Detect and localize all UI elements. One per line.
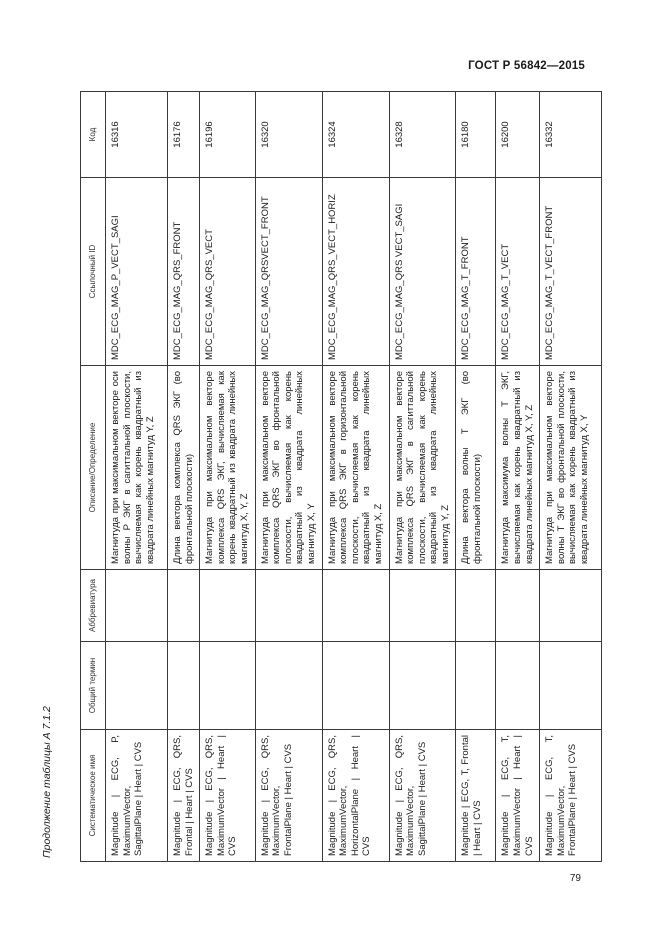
common-term-cell: [389, 642, 456, 730]
terms-table: [80, 91, 602, 862]
column-header-description: Описание/Определение: [81, 366, 106, 570]
rotated-table: [80, 92, 591, 862]
description-cell: Магнитуда при максимальном векторе комплекса QRS ЭКГ в сагиттальной плоскости, вычисляемая как корень квадратный из квадрата линейных магнитуд Y, Z: [389, 366, 456, 570]
abbreviation-cell: [540, 570, 602, 642]
systematic-name-cell: Magnitude | ECG, QRS, MaximumVector, SagittalPlane | Heart | CVS: [389, 730, 456, 862]
systematic-name-cell: Magnitude | ECG, QRS, MaximumVector | Heart | CVS: [200, 730, 255, 862]
code-cell: 16196: [200, 92, 255, 178]
common-term-cell: [200, 642, 255, 730]
common-term-cell: [496, 642, 540, 730]
common-term-cell: [255, 642, 322, 730]
ref-id-cell: MDC_ECG_MAG_QRS VECT_SAGI: [389, 178, 456, 366]
ref-id-cell: MDC_ECG_MAG_T_VECT_FRONT: [540, 178, 602, 366]
common-term-cell: [168, 642, 200, 730]
systematic-name-cell: Magnitude | ECG, T, MaximumVector | Heart | CVS: [496, 730, 540, 862]
table-row: [389, 92, 456, 862]
column-header-systematic-name: Систематическое имя: [81, 730, 106, 862]
ref-id-cell: MDC_ECG_MAG_T_VECT: [496, 178, 540, 366]
abbreviation-cell: [456, 570, 496, 642]
ref-id-cell: MDC_ECG_MAG_QRS_VECT: [200, 178, 255, 366]
table-container: [80, 92, 591, 862]
column-header-ref-id: Ссылочный ID: [81, 178, 106, 366]
description-cell: Длина вектора волны Т ЭКГ (во фронтальной плоскости): [456, 366, 496, 570]
table-row: [255, 92, 322, 862]
common-term-cell: [456, 642, 496, 730]
abbreviation-cell: [168, 570, 200, 642]
standard-header: ГОСТ Р 56842—2015: [468, 60, 585, 72]
code-cell: 16180: [456, 92, 496, 178]
table-row: [496, 92, 540, 862]
ref-id-cell: MDC_ECG_MAG_T_FRONT: [456, 178, 496, 366]
code-cell: 16328: [389, 92, 456, 178]
table-row: [106, 92, 168, 862]
code-cell: 16324: [322, 92, 389, 178]
description-cell: Длина вектора комплекса QRS ЭКГ (во фронтальной плоскости): [168, 366, 200, 570]
table-row: [456, 92, 496, 862]
description-cell: Магнитуда при максимальном векторе оси волны Р ЭКГ в сагиттальной плоскости, вычисляемая как корень квадратный из квадрата линейных магнитуд Y, Z: [106, 366, 168, 570]
ref-id-cell: MDC_ECG_MAG_QRSVECT_FRONT: [255, 178, 322, 366]
ref-id-cell: MDC_ECG_MAG_P_VECT_SAGI: [106, 178, 168, 366]
abbreviation-cell: [322, 570, 389, 642]
ref-id-cell: MDC_ECG_MAG_QRS_FRONT: [168, 178, 200, 366]
table-caption: Продолжение таблицы А 7.1.2: [41, 706, 53, 858]
systematic-name-cell: Magnitude | ECG, QRS, MaximumVector, HorizontalPlane | Heart | CVS: [322, 730, 389, 862]
abbreviation-cell: [255, 570, 322, 642]
code-cell: 16320: [255, 92, 322, 178]
description-cell: Магнитуда максимума волны Т ЭКГ, вычисляемая как корень квадратный из квадрата линейных магнитуд X, Y, Z: [496, 366, 540, 570]
systematic-name-cell: Magnitude | ECG, QRS, MaximumVector, FrontalPlane | Heart | CVS: [255, 730, 322, 862]
common-term-cell: [540, 642, 602, 730]
systematic-name-cell: Magnitude | ECG, P, MaximumVector, SagittalPlane | Heart | CVS: [106, 730, 168, 862]
table-header-row: [81, 92, 106, 862]
code-cell: 16176: [168, 92, 200, 178]
description-cell: Магнитуда при максимальном векторе комплекса QRS ЭКГ во фронтальной плоскости, вычисляемая как корень квадратный из квадрата линейных магнитуд X, Y: [255, 366, 322, 570]
table-row: [322, 92, 389, 862]
description-cell: Магнитуда при максимальном векторе комплекса QRS ЭКГ, вычисляемая как корень квадратный из квадрата линейных магнитуд X, Y, Z: [200, 366, 255, 570]
code-cell: 16200: [496, 92, 540, 178]
ref-id-cell: MDC_ECG_MAG_QRS_VECT_HORIZ: [322, 178, 389, 366]
abbreviation-cell: [496, 570, 540, 642]
column-header-abbreviation: Аббревиатура: [81, 570, 106, 642]
code-cell: 16316: [106, 92, 168, 178]
systematic-name-cell: Magnitude | ECG, T, Frontal | Heart | CVS: [456, 730, 496, 862]
common-term-cell: [106, 642, 168, 730]
description-cell: Магнитуда при максимальном векторе комплекса QRS ЭКГ в горизонтальной плоскости, вычисляемая как корень квадратный из квадрата линейных магнитуд X, Z: [322, 366, 389, 570]
systematic-name-cell: Magnitude | ECG, T, MaximumVector, FrontalPlane | Heart | CVS: [540, 730, 602, 862]
page-number: 79: [569, 873, 581, 884]
abbreviation-cell: [389, 570, 456, 642]
table-row: [200, 92, 255, 862]
table-row: [540, 92, 602, 862]
column-header-code: Код: [81, 92, 106, 178]
table-row: [168, 92, 200, 862]
code-cell: 16332: [540, 92, 602, 178]
common-term-cell: [322, 642, 389, 730]
abbreviation-cell: [200, 570, 255, 642]
systematic-name-cell: Magnitude | ECG, QRS, Frontal | Heart | CVS: [168, 730, 200, 862]
column-header-common-term: Общий термин: [81, 642, 106, 730]
description-cell: Магнитуда при максимальном векторе волны Т ЭКГ во фронтальной плоскости, вычисляемая как корень квадратный из квадрата линейных магнитуд X, Y: [540, 366, 602, 570]
abbreviation-cell: [106, 570, 168, 642]
